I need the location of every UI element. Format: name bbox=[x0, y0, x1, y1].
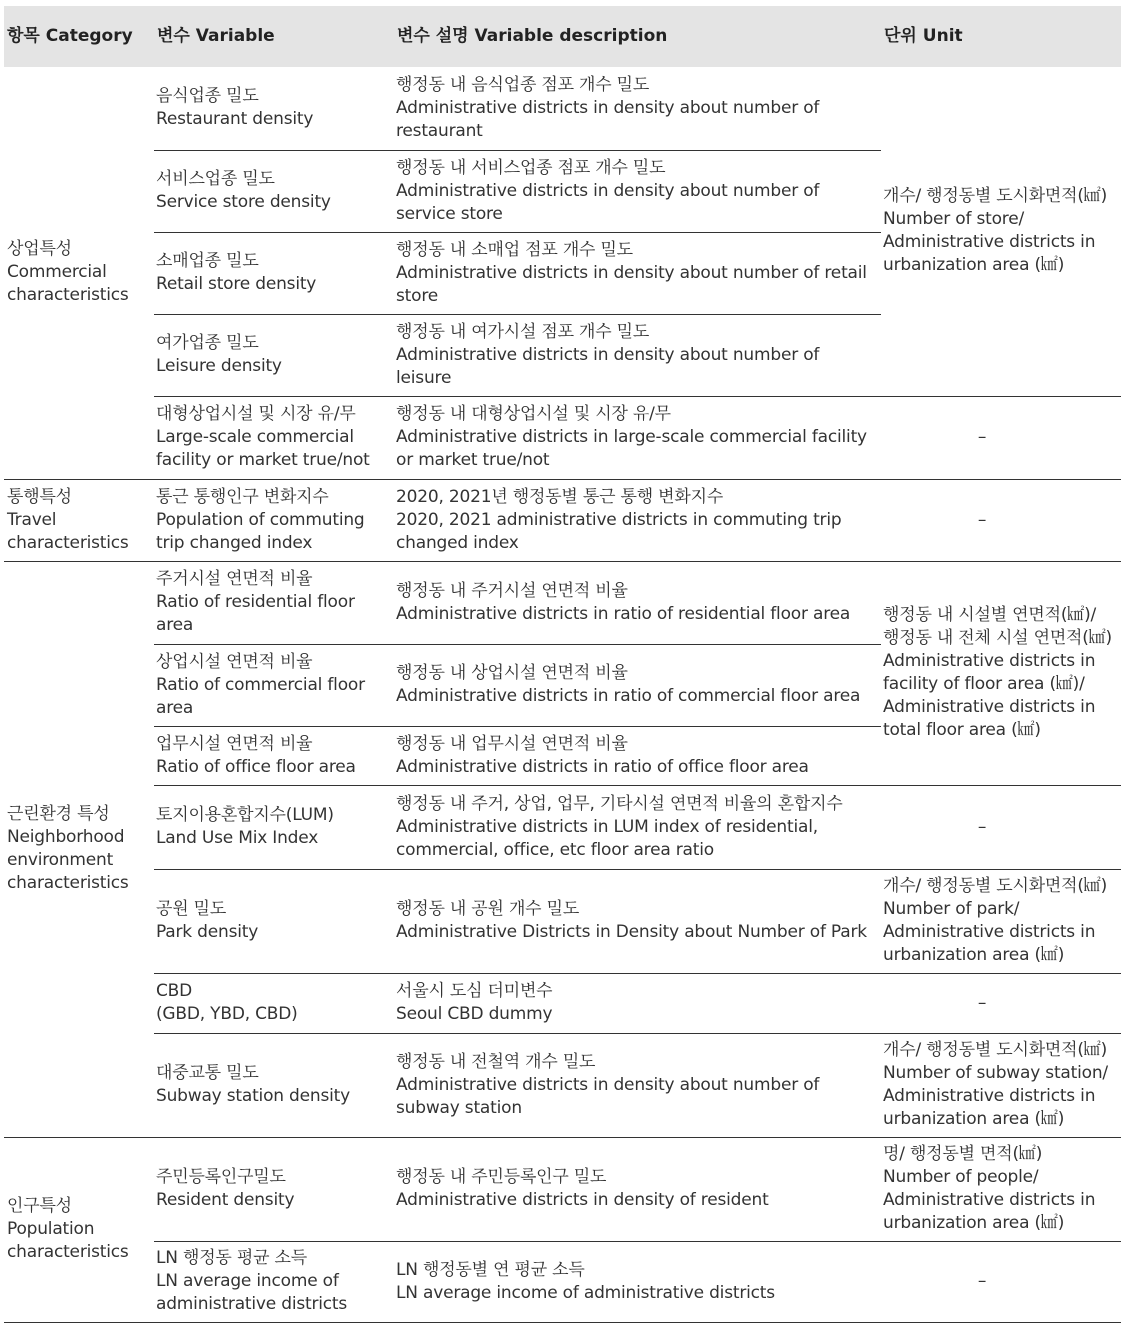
description-cell bbox=[394, 1241, 881, 1322]
variable-cell bbox=[154, 67, 394, 150]
cell-text-line: Number of people/ bbox=[883, 1167, 1039, 1187]
table-row bbox=[4, 973, 1121, 1033]
cell-text-line: Variable bbox=[195, 26, 275, 46]
cell-text-line: Administrative districts in density about number of bbox=[396, 1074, 820, 1095]
cell-text-line: CBD bbox=[156, 981, 193, 1001]
description-cell bbox=[394, 973, 881, 1033]
cell-text-line: 인구특성 bbox=[7, 1196, 72, 1216]
cell-text-line: Administrative districts in bbox=[883, 651, 1096, 671]
cell-text-line: 개수/ 행정동별 도시화면적(㎢) bbox=[883, 876, 1108, 896]
table-row bbox=[4, 561, 1121, 644]
cell-text-line: Administrative districts in density about number of retail bbox=[396, 262, 867, 283]
unit-cell bbox=[881, 869, 1121, 973]
unit-cell bbox=[881, 67, 1121, 396]
variable-cell bbox=[154, 150, 394, 232]
header-variable bbox=[154, 6, 394, 67]
cell-text-line: 토지이용혼합지수(LUM) bbox=[156, 805, 334, 825]
header-description bbox=[394, 6, 881, 67]
cell-text-line: 개수/ 행정동별 도시화면적(㎢) bbox=[883, 1040, 1108, 1060]
cell-text-line: Population of commuting bbox=[156, 509, 365, 530]
table-row bbox=[4, 1241, 1121, 1322]
description-cell bbox=[394, 1137, 881, 1241]
cell-text-line: Neighborhood bbox=[7, 827, 125, 847]
cell-text-line: Population bbox=[7, 1219, 95, 1239]
cell-text-line: 행정동 내 음식업종 점포 개수 밀도 bbox=[396, 74, 650, 95]
variable-cell bbox=[154, 644, 394, 726]
cell-text-line: 행정동 내 대형상업시설 및 시장 유/무 bbox=[396, 404, 671, 424]
cell-text-line: Park density bbox=[156, 922, 259, 942]
cell-text-line: Administrative districts in density about number of bbox=[396, 97, 820, 118]
cell-text-line: 업무시설 연면적 비율 bbox=[156, 733, 313, 754]
cell-text-line: 2020, 2021년 행정동별 통근 통행 변화지수 bbox=[396, 486, 724, 507]
cell-text-line: Unit bbox=[922, 26, 963, 46]
cell-text-line: 근린환경 특성 bbox=[7, 804, 110, 824]
cell-text-line: 행정동 내 소매업 점포 개수 밀도 bbox=[396, 239, 633, 260]
cell-text-line: 2020, 2021 administrative districts in commuting trip bbox=[396, 509, 842, 530]
description-cell bbox=[394, 232, 881, 314]
variable-cell bbox=[154, 1137, 394, 1241]
cell-text-line: Administrative districts in density of resident bbox=[396, 1190, 769, 1210]
cell-text-line: Administrative districts in LUM index of residential, bbox=[396, 816, 818, 837]
cell-text-line: 행정동 내 주거시설 연면적 비율 bbox=[396, 580, 628, 601]
variables-table bbox=[4, 6, 1121, 1323]
table-row bbox=[4, 67, 1121, 150]
cell-text-line: Ratio of residential floor bbox=[156, 592, 355, 612]
cell-text-line: urbanization area (㎢) bbox=[883, 1213, 1065, 1233]
cell-text-line: Administrative districts in bbox=[883, 922, 1096, 942]
unit-cell: – bbox=[881, 1241, 1121, 1322]
cell-text-line: 개수/ 행정동별 도시화면적(㎢) bbox=[883, 186, 1108, 207]
cell-text-line: 항목 bbox=[7, 26, 40, 46]
cell-text-line: 서울시 도심 더미변수 bbox=[396, 981, 553, 1001]
variable-cell bbox=[154, 869, 394, 973]
cell-text-line: Restaurant density bbox=[156, 109, 314, 130]
unit-cell: – bbox=[881, 479, 1121, 561]
category-travel bbox=[4, 479, 154, 561]
cell-text-line: Administrative districts in large-scale commercial facility bbox=[396, 427, 867, 447]
cell-text-line: Leisure density bbox=[156, 356, 282, 376]
variable-cell bbox=[154, 1033, 394, 1137]
cell-text-line: area bbox=[156, 615, 194, 635]
cell-text-line: trip changed index bbox=[156, 532, 313, 553]
description-cell bbox=[394, 314, 881, 396]
category-commercial bbox=[4, 67, 154, 479]
cell-text-line: 행정동 내 여가시설 점포 개수 밀도 bbox=[396, 321, 650, 342]
category-neighborhood bbox=[4, 561, 154, 1137]
cell-text-line: 소매업종 밀도 bbox=[156, 251, 259, 271]
cell-text-line: 단위 bbox=[884, 26, 917, 46]
unit-cell: – bbox=[881, 396, 1121, 479]
cell-text-line: 통행특성 bbox=[7, 486, 72, 507]
description-cell bbox=[394, 561, 881, 644]
cell-text-line: characteristics bbox=[7, 1242, 129, 1262]
cell-text-line: 명/ 행정동별 면적(㎢) bbox=[883, 1144, 1043, 1164]
cell-text-line: Seoul CBD dummy bbox=[396, 1004, 553, 1024]
table-row bbox=[4, 1033, 1121, 1137]
unit-cell bbox=[881, 561, 1121, 785]
variable-cell bbox=[154, 973, 394, 1033]
cell-text-line: Travel bbox=[7, 509, 57, 530]
variable-cell bbox=[154, 479, 394, 561]
table-row bbox=[4, 869, 1121, 973]
cell-text-line: 행정동 내 공원 개수 밀도 bbox=[396, 899, 580, 919]
variable-cell bbox=[154, 785, 394, 869]
cell-text-line: 변수 설명 bbox=[397, 26, 469, 46]
cell-text-line: 행정동 내 주거, 상업, 업무, 기타시설 연면적 비율의 혼합지수 bbox=[396, 793, 843, 814]
table-row bbox=[4, 785, 1121, 869]
variable-cell bbox=[154, 396, 394, 479]
unit-cell: – bbox=[881, 785, 1121, 869]
category-population bbox=[4, 1137, 154, 1322]
cell-text-line: Administrative districts in ratio of commercial floor area bbox=[396, 686, 861, 706]
cell-text-line: Land Use Mix Index bbox=[156, 828, 319, 848]
cell-text-line: Administrative districts in density about number of bbox=[396, 180, 820, 201]
variable-cell bbox=[154, 726, 394, 785]
cell-text-line: or market true/not bbox=[396, 450, 550, 470]
cell-text-line: 서비스업종 밀도 bbox=[156, 169, 275, 189]
table-row bbox=[4, 1137, 1121, 1241]
cell-text-line: urbanization area (㎢) bbox=[883, 945, 1065, 965]
cell-text-line: Variable description bbox=[474, 26, 668, 46]
cell-text-line: administrative districts bbox=[156, 1294, 348, 1314]
cell-text-line: Large-scale commercial bbox=[156, 427, 354, 447]
description-cell bbox=[394, 869, 881, 973]
cell-text-line: characteristics bbox=[7, 873, 129, 893]
cell-text-line: 행정동 내 서비스업종 점포 개수 밀도 bbox=[396, 157, 666, 178]
cell-text-line: LN average income of administrative districts bbox=[396, 1282, 775, 1303]
cell-text-line: 대형상업시설 및 시장 유/무 bbox=[156, 404, 356, 424]
cell-text-line: LN average income of bbox=[156, 1271, 339, 1291]
cell-text-line: Ratio of commercial floor bbox=[156, 674, 365, 695]
cell-text-line: characteristics bbox=[7, 532, 129, 553]
cell-text-line: 통근 통행인구 변화지수 bbox=[156, 486, 329, 507]
cell-text-line: Service store density bbox=[156, 192, 331, 212]
cell-text-line: changed index bbox=[396, 532, 519, 553]
table-header-row bbox=[4, 6, 1121, 67]
cell-text-line: Administrative districts in ratio of office floor area bbox=[396, 756, 809, 777]
cell-text-line: Administrative districts in bbox=[883, 1086, 1096, 1106]
unit-cell: – bbox=[881, 973, 1121, 1033]
cell-text-line: Category bbox=[45, 26, 133, 46]
cell-text-line: restaurant bbox=[396, 120, 483, 141]
cell-text-line: Number of subway station/ bbox=[883, 1063, 1108, 1083]
cell-text-line: Subway station density bbox=[156, 1086, 350, 1106]
cell-text-line: Retail store density bbox=[156, 274, 317, 294]
cell-text-line: Resident density bbox=[156, 1190, 295, 1210]
description-cell bbox=[394, 396, 881, 479]
cell-text-line: LN 행정동별 연 평균 소득 bbox=[396, 1259, 585, 1280]
cell-text-line: facility of floor area (㎢)/ bbox=[883, 674, 1085, 694]
cell-text-line: environment bbox=[7, 850, 114, 870]
variable-cell bbox=[154, 561, 394, 644]
cell-text-line: urbanization area (㎢) bbox=[883, 1109, 1065, 1129]
table-row bbox=[4, 396, 1121, 479]
cell-text-line: 여가업종 밀도 bbox=[156, 333, 259, 353]
cell-text-line: Administrative districts in bbox=[883, 697, 1096, 717]
cell-text-line: commercial, office, etc floor area ratio bbox=[396, 839, 714, 860]
cell-text-line: 상업시설 연면적 비율 bbox=[156, 651, 313, 672]
cell-text-line: 행정동 내 상업시설 연면적 비율 bbox=[396, 663, 628, 683]
cell-text-line: 상업특성 bbox=[7, 239, 72, 260]
variable-cell bbox=[154, 232, 394, 314]
cell-text-line: leisure bbox=[396, 367, 452, 388]
description-cell bbox=[394, 150, 881, 232]
cell-text-line: Administrative districts in density about number of bbox=[396, 344, 820, 365]
unit-cell bbox=[881, 1137, 1121, 1241]
cell-text-line: total floor area (㎢) bbox=[883, 720, 1041, 740]
cell-text-line: facility or market true/not bbox=[156, 450, 370, 470]
cell-text-line: Administrative districts in ratio of residential floor area bbox=[396, 603, 851, 624]
cell-text-line: store bbox=[396, 285, 438, 306]
description-cell bbox=[394, 785, 881, 869]
cell-text-line: Administrative districts in bbox=[883, 1190, 1096, 1210]
description-cell bbox=[394, 644, 881, 726]
cell-text-line: 행정동 내 전철역 개수 밀도 bbox=[396, 1051, 596, 1072]
cell-text-line: 대중교통 밀도 bbox=[156, 1063, 259, 1083]
variable-cell bbox=[154, 314, 394, 396]
cell-text-line: Number of park/ bbox=[883, 899, 1020, 919]
table-row bbox=[4, 479, 1121, 561]
cell-text-line: (GBD, YBD, CBD) bbox=[156, 1004, 298, 1024]
cell-text-line: 행정동 내 시설별 연면적(㎢)/ bbox=[883, 605, 1097, 625]
cell-text-line: Ratio of office floor area bbox=[156, 756, 356, 777]
description-cell bbox=[394, 726, 881, 785]
description-cell bbox=[394, 479, 881, 561]
cell-text-line: Administrative Districts in Density about Number of Park bbox=[396, 922, 867, 942]
cell-text-line: 행정동 내 업무시설 연면적 비율 bbox=[396, 733, 628, 754]
cell-text-line: 행정동 내 주민등록인구 밀도 bbox=[396, 1167, 607, 1187]
cell-text-line: characteristics bbox=[7, 285, 129, 306]
cell-text-line: Administrative districts in bbox=[883, 232, 1096, 253]
cell-text-line: subway station bbox=[396, 1097, 522, 1118]
cell-text-line: Number of store/ bbox=[883, 209, 1025, 230]
header-unit bbox=[881, 6, 1121, 67]
cell-text-line: urbanization area (㎢) bbox=[883, 255, 1065, 276]
header-category bbox=[4, 6, 154, 67]
cell-text-line: 변수 bbox=[157, 26, 190, 46]
description-cell bbox=[394, 1033, 881, 1137]
cell-text-line: 주거시설 연면적 비율 bbox=[156, 569, 313, 589]
cell-text-line: 주민등록인구밀도 bbox=[156, 1167, 286, 1187]
unit-cell bbox=[881, 1033, 1121, 1137]
cell-text-line: 공원 밀도 bbox=[156, 899, 227, 919]
cell-text-line: area bbox=[156, 697, 194, 718]
cell-text-line: 음식업종 밀도 bbox=[156, 86, 259, 107]
cell-text-line: 행정동 내 전체 시설 연면적(㎢) bbox=[883, 628, 1112, 648]
cell-text-line: Commercial bbox=[7, 262, 107, 283]
cell-text-line: service store bbox=[396, 203, 503, 224]
variable-cell bbox=[154, 1241, 394, 1322]
cell-text-line: LN 행정동 평균 소득 bbox=[156, 1248, 307, 1268]
description-cell bbox=[394, 67, 881, 150]
